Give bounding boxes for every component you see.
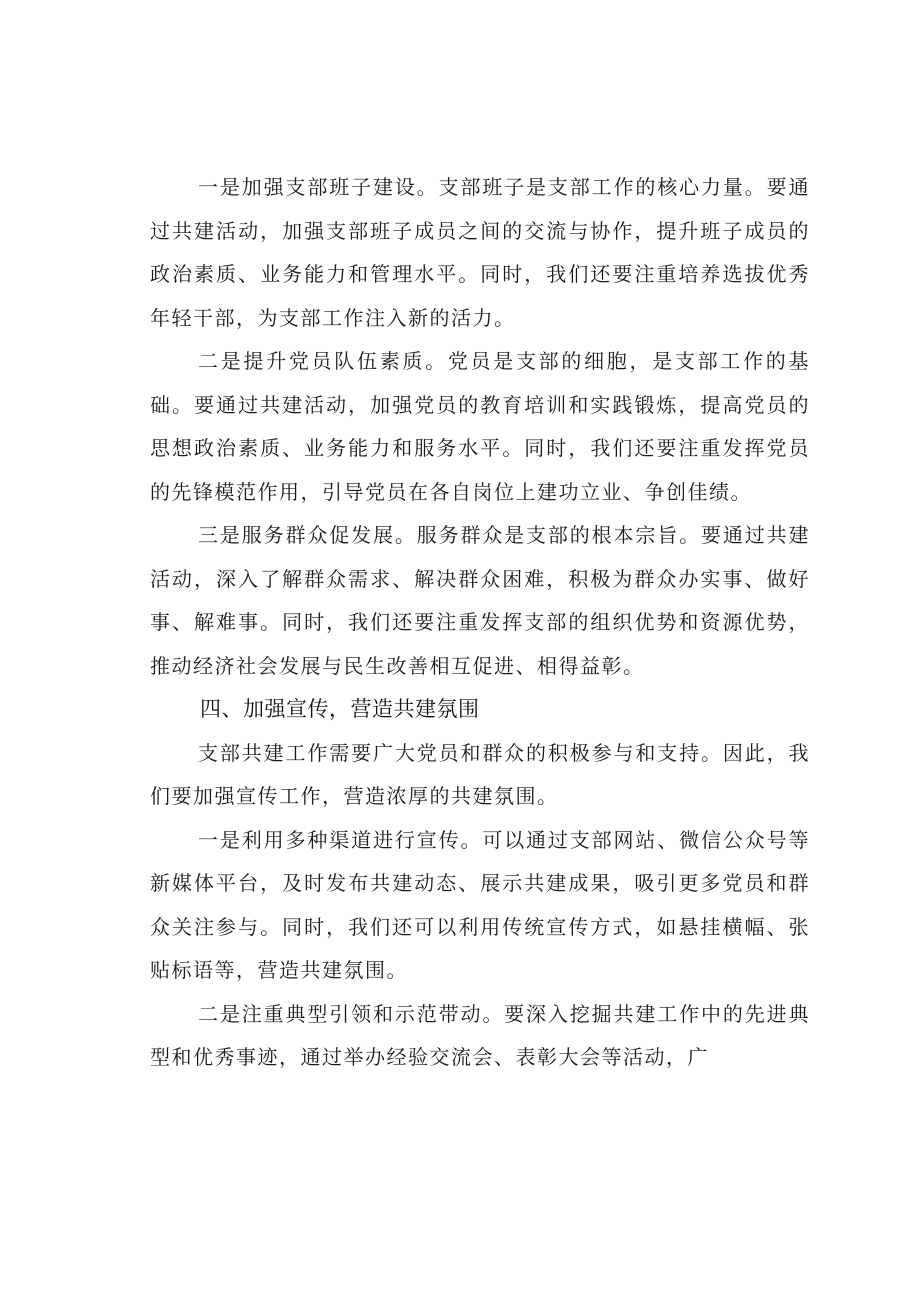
paragraph-section-intro: 支部共建工作需要广大党员和群众的积极参与和支持。因此，我们要加强宣传工作，营造浓厚的共建氛围。 — [150, 740, 810, 808]
section-heading: 四、加强宣传，营造共建氛围 — [200, 697, 480, 721]
paragraph-typical-examples: 二是注重典型引领和示范带动。要深入挖掘共建工作中的先进典型和优秀事迹，通过举办经验交流会、表彰大会等活动，广 — [150, 1001, 810, 1069]
paragraph-serve-masses: 三是服务群众促发展。服务群众是支部的根本宗旨。要通过共建活动，深入了解群众需求、解决群众困难，积极为群众办实事、做好事、解难事。同时，我们还要注重发挥支部的组织优势和资源优势，推动经济社会发展与民生改善相互促进、相得益彰。 — [150, 523, 810, 678]
paragraph-branch-leadership: 一是加强支部班子建设。支部班子是支部工作的核心力量。要通过共建活动，加强支部班子成员之间的交流与协作，提升班子成员的政治素质、业务能力和管理水平。同时，我们还要注重培养选拔优秀年轻干部，为支部工作注入新的活力。 — [150, 175, 810, 330]
document-page — [150, 166, 810, 1080]
paragraph-member-quality: 二是提升党员队伍素质。党员是支部的细胞，是支部工作的基础。要通过共建活动，加强党员的教育培训和实践锻炼，提高党员的思想政治素质、业务能力和服务水平。同时，我们还要注重发挥党员的先锋模范作用，引导党员在各自岗位上建功立业、争创佳绩。 — [150, 349, 810, 504]
paragraph-multi-channel-publicity: 一是利用多种渠道进行宣传。可以通过支部网站、微信公众号等新媒体平台，及时发布共建动态、展示共建成果，吸引更多党员和群众关注参与。同时，我们还可以利用传统宣传方式，如悬挂横幅、张贴标语等，营造共建氛围。 — [150, 827, 810, 982]
